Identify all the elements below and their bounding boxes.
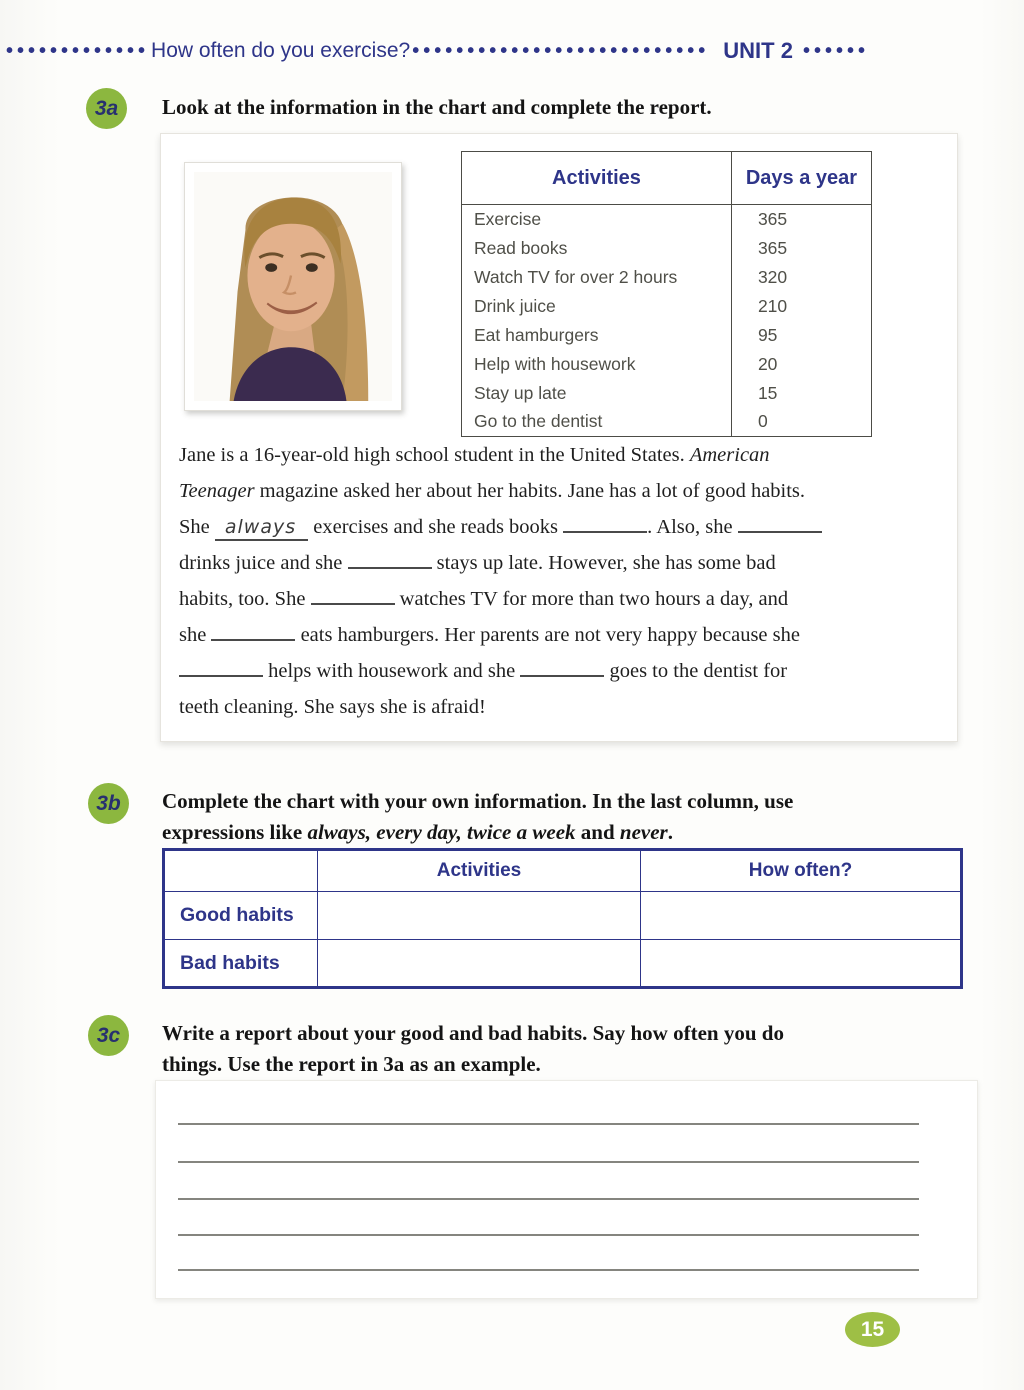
- days-cell: 15: [731, 379, 871, 408]
- days-cell: 210: [731, 292, 871, 321]
- activity-cell: Eat hamburgers: [462, 321, 732, 350]
- text-segment: watches TV for more than two hours a day, and: [394, 588, 789, 610]
- activities-table-row: [462, 263, 872, 292]
- instruction-3a: Look at the information in the chart and complete the report.: [162, 95, 712, 119]
- italic-text: always, every day, twice a week: [307, 820, 576, 844]
- days-a-year-header: Days a year: [731, 152, 871, 205]
- days-cell: 0: [731, 408, 871, 437]
- text-segment: teeth cleaning. She says she is afraid!: [179, 696, 486, 718]
- activities-table: [461, 151, 872, 437]
- text-segment: .: [667, 820, 673, 844]
- activity-cell: Stay up late: [462, 379, 732, 408]
- days-cell: 365: [731, 205, 871, 234]
- fill-in-blank[interactable]: [211, 627, 295, 641]
- text-line: [179, 552, 947, 588]
- writing-rule-line[interactable]: [178, 1269, 919, 1271]
- text-segment: exercises and she reads books: [308, 516, 564, 538]
- text-line: [162, 1018, 972, 1049]
- text-segment: expressions like: [162, 820, 308, 844]
- text-segment: magazine asked her about her habits. Jane has a lot of good habits.: [254, 480, 806, 502]
- fill-in-blank[interactable]: [563, 519, 647, 533]
- habits-chart-activities-header: Activities: [318, 850, 641, 892]
- fill-in-blank[interactable]: [520, 663, 604, 677]
- text-segment: Complete the chart with your own information. In the last column, use: [162, 789, 794, 813]
- activity-cell: Read books: [462, 234, 732, 263]
- habit-entry-cell[interactable]: [641, 940, 962, 988]
- activities-table-row: [462, 379, 872, 408]
- activities-table-row: [462, 205, 872, 234]
- text-line: [179, 624, 947, 660]
- activity-cell: Go to the dentist: [462, 408, 732, 437]
- instruction-3c: [162, 1018, 972, 1080]
- text-line: [162, 817, 972, 848]
- days-cell: 95: [731, 321, 871, 350]
- badge-3b: 3b: [88, 783, 129, 824]
- exercise-3a-card: [160, 133, 958, 742]
- habit-row-label: Bad habits: [164, 940, 318, 988]
- badge-3c: 3c: [88, 1015, 129, 1056]
- habits-chart-row: [164, 892, 962, 940]
- dotted-rule-mid: •••••••••••••••••••••••••••: [412, 40, 710, 62]
- text-line: [179, 516, 947, 552]
- habits-chart-corner-cell: [164, 850, 318, 892]
- activities-header: Activities: [462, 152, 732, 205]
- dotted-rule-right: ••••••: [802, 40, 869, 62]
- report-paragraph: [179, 444, 947, 732]
- text-line: [162, 786, 972, 817]
- writing-rule-line[interactable]: [178, 1198, 919, 1200]
- writing-area[interactable]: [155, 1080, 978, 1299]
- activity-cell: Exercise: [462, 205, 732, 234]
- text-line: [179, 444, 947, 480]
- habits-chart-how-often-header: How often?: [641, 850, 962, 892]
- fill-in-blank[interactable]: [311, 591, 395, 605]
- italic-text: never: [619, 820, 668, 844]
- writing-rule-line[interactable]: [178, 1123, 919, 1125]
- habits-chart: [162, 848, 963, 989]
- activities-table-row: [462, 350, 872, 379]
- activities-table-row: [462, 292, 872, 321]
- text-segment: she: [179, 624, 212, 646]
- days-cell: 365: [731, 234, 871, 263]
- page-title: How often do you exercise?: [151, 39, 411, 62]
- italic-text: American: [689, 444, 770, 466]
- instruction-3b: [162, 786, 972, 848]
- text-segment: goes to the dentist for: [604, 660, 788, 682]
- dotted-rule-left: •••••••••••••: [6, 40, 150, 62]
- writing-rule-line[interactable]: [178, 1161, 919, 1163]
- text-segment: Jane is a 16-year-old high school student in the United States.: [179, 444, 690, 466]
- habit-entry-cell[interactable]: [641, 892, 962, 940]
- text-segment: eats hamburgers. Her parents are not very happy because she: [295, 624, 800, 646]
- fill-in-blank[interactable]: [348, 555, 432, 569]
- text-segment: stays up late. However, she has some bad: [431, 552, 776, 574]
- text-segment: things. Use the report in 3a as an example.: [162, 1052, 541, 1076]
- activities-table-row: [462, 321, 872, 350]
- text-line: [179, 588, 947, 624]
- italic-text: Teenager: [179, 480, 255, 502]
- text-segment: She: [179, 516, 215, 538]
- text-segment: helps with housework and she: [263, 660, 521, 682]
- text-segment: habits, too. She: [179, 588, 311, 610]
- habits-chart-body: [164, 892, 962, 988]
- text-line: [179, 660, 947, 696]
- text-line: [179, 480, 947, 516]
- activity-cell: Watch TV for over 2 hours: [462, 263, 732, 292]
- text-line: [162, 1049, 972, 1080]
- page-number-badge: 15: [845, 1312, 900, 1347]
- days-cell: 20: [731, 350, 871, 379]
- text-segment: drinks juice and she: [179, 552, 348, 574]
- activities-table-row: [462, 234, 872, 263]
- activities-table-body: [462, 205, 872, 437]
- handwritten-answer: always: [215, 516, 308, 541]
- habit-row-label: Good habits: [164, 892, 318, 940]
- text-segment: and: [575, 820, 620, 844]
- badge-3a: 3a: [86, 88, 127, 129]
- habits-chart-row: [164, 940, 962, 988]
- unit-label: UNIT 2: [723, 38, 793, 63]
- text-segment: Write a report about your good and bad habits. Say how often you do: [162, 1021, 784, 1045]
- activity-cell: Drink juice: [462, 292, 732, 321]
- text-segment: . Also, she: [647, 516, 738, 538]
- text-line: [179, 696, 947, 732]
- fill-in-blank[interactable]: [179, 663, 263, 677]
- days-cell: 320: [731, 263, 871, 292]
- student-photo: [194, 172, 392, 401]
- activity-cell: Help with housework: [462, 350, 732, 379]
- activities-table-row: [462, 408, 872, 437]
- student-photo-frame: [184, 162, 402, 411]
- habit-entry-cell[interactable]: [318, 892, 641, 940]
- fill-in-blank[interactable]: [738, 519, 822, 533]
- habit-entry-cell[interactable]: [318, 940, 641, 988]
- writing-rule-line[interactable]: [178, 1234, 919, 1236]
- page-header: [6, 38, 1006, 64]
